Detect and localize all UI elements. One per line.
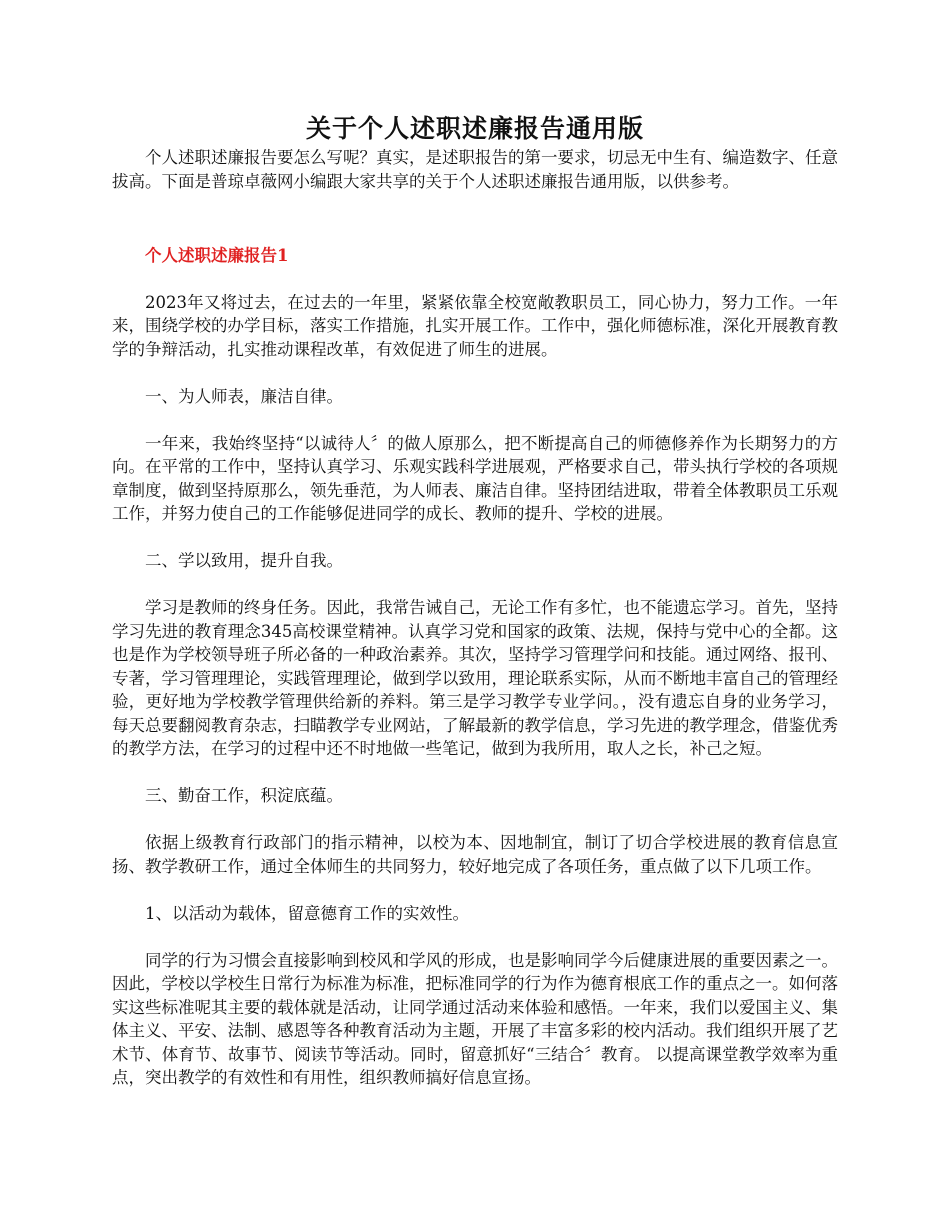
document-page bbox=[112, 112, 838, 1090]
subheading-paragraph: 1、以活动为载体，留意德育工作的实效性。 bbox=[145, 903, 469, 923]
subheading-paragraph: 三、勤奋工作，积淀底蕴。 bbox=[145, 786, 343, 805]
intro-paragraph: 个人述职述廉报告要怎么写呢？真实，是述职报告的第一要求，切忌无中生有、编造数字、任意拔高。下面是普琼卓薇网小编跟大家共享的关于个人述职述廉报告通用版，以供参考。 bbox=[112, 148, 838, 191]
body-paragraph: 同学的行为习惯会直接影响到校风和学风的形成，也是影响同学今后健康进展的重要因素之一。因此，学校以学校生日常行为标准为标准，把标准同学的行为作为德育根底工作的重点之一。如何落实这些标准呢其主要的载体就是活动，让同学通过活动来体验和感悟。一年来，我们以爱国主义、集体主义、平安、法制、感恩等各种教育活动为主题，开展了丰富多彩的校内活动。我们组织开展了艺术节、体育节、故事节、阅读节等活动。同时，留意抓好“三结合〞教育。 以提高课堂教学效率为重点，突出教学的有效性和有用性，组织教师搞好信息宣扬。 bbox=[112, 950, 838, 1087]
document-title: 关于个人述职述廉报告通用版 bbox=[305, 114, 644, 143]
body-paragraph: 2023年又将过去，在过去的一年里，紧紧依靠全校宽敞教职员工，同心协力，努力工作。一年来，围绕学校的办学目标，落实工作措施，扎实开展工作。工作中，强化师德标准，深化开展教育教学的争辩活动，扎实推动课程改革，有效促进了师生的进展。 bbox=[112, 292, 838, 359]
subheading-paragraph: 二、学以致用，提升自我。 bbox=[145, 551, 343, 570]
body-paragraph: 学习是教师的终身任务。因此，我常告诫自己，无论工作有多忙，也不能遗忘学习。首先，坚持学习先进的教育理念345高校课堂精神。认真学习党和国家的政策、法规，保持与党中心的全都。这也是作为学校领导班子所必备的一种政治素养。其次，坚持学习管理学问和技能。通过网络、报刊、专著，学习管理理论，实践管理理论，做到学以致用，理论联系实际，从而不断地丰富自己的管理经验，更好地为学校教学管理供给新的养料。第三是学习教学专业学问。，没有遗忘自身的业务学习，每天总要翻阅教育杂志，扫瞄教学专业网站，了解最新的教学信息，学习先进的教学理念，借鉴优秀的教学方法，在学习的过程中还不时地做一些笔记，做到为我所用，取人之长，补己之短。 bbox=[112, 598, 838, 758]
section-heading: 个人述职述廉报告1 bbox=[145, 246, 289, 265]
subheading-paragraph: 一、为人师表，廉洁自律。 bbox=[145, 386, 343, 406]
body-paragraph: 一年来，我始终坚持“以诚待人〞的做人原那么，把不断提高自己的师德修养作为长期努力的方向。在平常的工作中，坚持认真学习、乐观实践科学进展观，严格要求自己，带头执行学校的各项规章制度，做到坚持原那么，领先垂范，为人师表、廉洁自律。坚持团结进取，带着全体教职员工乐观工作，并努力使自己的工作能够促进同学的成长、教师的提升、学校的进展。 bbox=[112, 433, 838, 523]
body-paragraph: 依据上级教育行政部门的指示精神，以校为本、因地制宜，制订了切合学校进展的教育信息宣扬、教学教研工作，通过全体师生的共同努力，较好地完成了各项任务，重点做了以下几项工作。 bbox=[112, 833, 838, 876]
